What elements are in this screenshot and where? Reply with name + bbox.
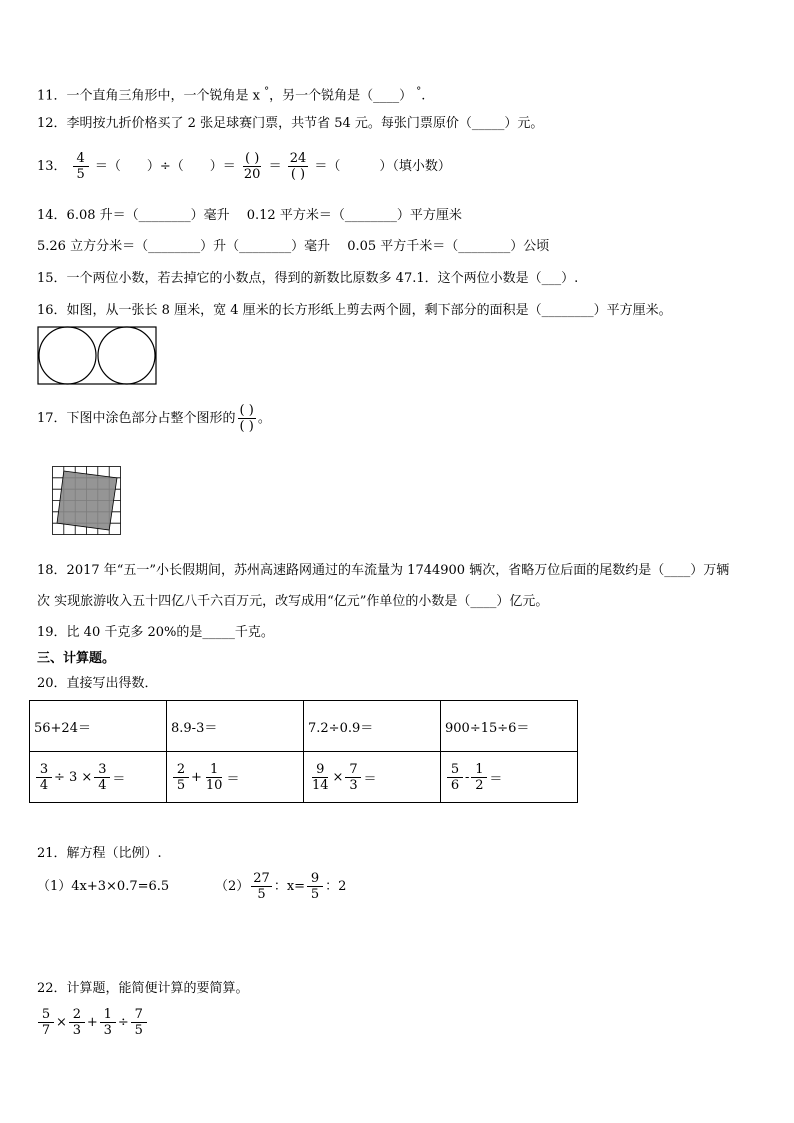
rectangle xyxy=(38,327,156,384)
table-cell: 8.9-3＝ xyxy=(167,701,304,752)
table-cell: $\frac{3}{4}$ ÷ 3 × $\frac{3}{4}$ ＝ xyxy=(30,752,167,803)
circle-left xyxy=(39,327,96,384)
table-cell: $\frac{5}{6}$ - $\frac{1}{2}$ ＝ xyxy=(441,752,578,803)
fraction: $\frac{24}{( )}$ xyxy=(289,151,307,182)
fraction: $\frac{4}{5}$ xyxy=(73,151,89,182)
question-15: 15．一个两位小数，若去掉它的小数点，得到的新数比原数多 47.1．这个两位小数是（___）. xyxy=(37,271,579,286)
question-21: 21．解方程（比例）. xyxy=(37,846,162,861)
fraction: $\frac{( )}{20}$ xyxy=(243,151,261,182)
fraction: $\frac{27}{5}$ xyxy=(253,871,270,902)
table-cell: $\frac{2}{5}$ + $\frac{1}{10}$ ＝ xyxy=(167,752,304,803)
question-18: 18．2017 年“五一”小长假期间，苏州高速路网通过的车流量为 1744900 辆次，省略万位后面的尾数约是（____）万辆 xyxy=(37,563,730,578)
question-21-part-1: （1）4x+3×0.7=6.5 xyxy=(37,879,170,894)
question-13: 13． $\frac{4}{5}$ ＝（ ）÷（ ）＝ $\frac{( )}{20}$ ＝ $\frac{24}{( )}$ ＝（ ）（填小数） xyxy=(37,151,451,182)
question-19: 19．比 40 千克多 20%的是_____千克。 xyxy=(37,625,274,640)
question-12: 12．李明按九折价格买了 2 张足球赛门票，共节省 54 元。每张门票原价（_____）元。 xyxy=(37,116,544,131)
question-22-expression: $\frac{5}{7}$ × $\frac{2}{3}$ + $\frac{1}{3}$ ÷ $\frac{7}{5}$ xyxy=(36,1004,149,1042)
rectangle-two-circles-figure xyxy=(37,326,159,386)
question-18-continued: 次 实现旅游收入五十四亿八千六百万元，改写成用“亿元”作单位的小数是（____）亿元。 xyxy=(37,594,549,609)
fraction: $\frac{7}{5}$ xyxy=(131,1007,147,1038)
fraction: $\frac{( )}{( )}$ xyxy=(239,403,254,434)
question-20: 20．直接写出得数． xyxy=(37,676,158,691)
question-16: 16．如图，从一张长 8 厘米，宽 4 厘米的长方形纸上剪去两个圆，剩下部分的面积是（________）平方厘米。 xyxy=(37,303,672,318)
fraction: $\frac{1}{3}$ xyxy=(100,1007,116,1038)
fraction: $\frac{2}{3}$ xyxy=(69,1007,85,1038)
table-cell: $\frac{9}{14}$ × $\frac{7}{3}$ ＝ xyxy=(304,752,441,803)
question-21-part-2: （2） $\frac{27}{5}$ ：x= $\frac{9}{5}$ ：2 xyxy=(215,871,347,902)
shaded-square xyxy=(57,471,117,530)
circle-right xyxy=(98,327,155,384)
fraction: $\frac{5}{7}$ xyxy=(38,1007,54,1038)
table-cell: 56+24＝ xyxy=(30,701,167,752)
table-row xyxy=(30,752,578,803)
table-cell: 900÷15÷6＝ xyxy=(441,701,578,752)
question-17: 17．下图中涂色部分占整个图形的 $\frac{( )}{( )}$ 。 xyxy=(37,403,271,434)
table-cell: 7.2÷0.9＝ xyxy=(304,701,441,752)
calculation-table xyxy=(29,700,578,803)
fraction: $\frac{9}{5}$ xyxy=(307,871,323,902)
table-row xyxy=(30,701,578,752)
question-11: 11．一个直角三角形中，一个锐角是 x °，另一个锐角是（____） °. xyxy=(37,86,426,104)
question-22: 22．计算题，能简便计算的要简算。 xyxy=(37,981,249,996)
question-14-continued: 5.26 立方分米＝（________）升（________）毫升 0.05 平方千米＝（________）公顷 xyxy=(37,239,550,254)
shaded-square-grid-figure xyxy=(52,466,122,536)
section-heading: 三、计算题。 xyxy=(37,651,116,666)
question-14: 14．6.08 升＝（________）毫升 0.12 平方米＝（________）平方厘米 xyxy=(37,208,462,223)
